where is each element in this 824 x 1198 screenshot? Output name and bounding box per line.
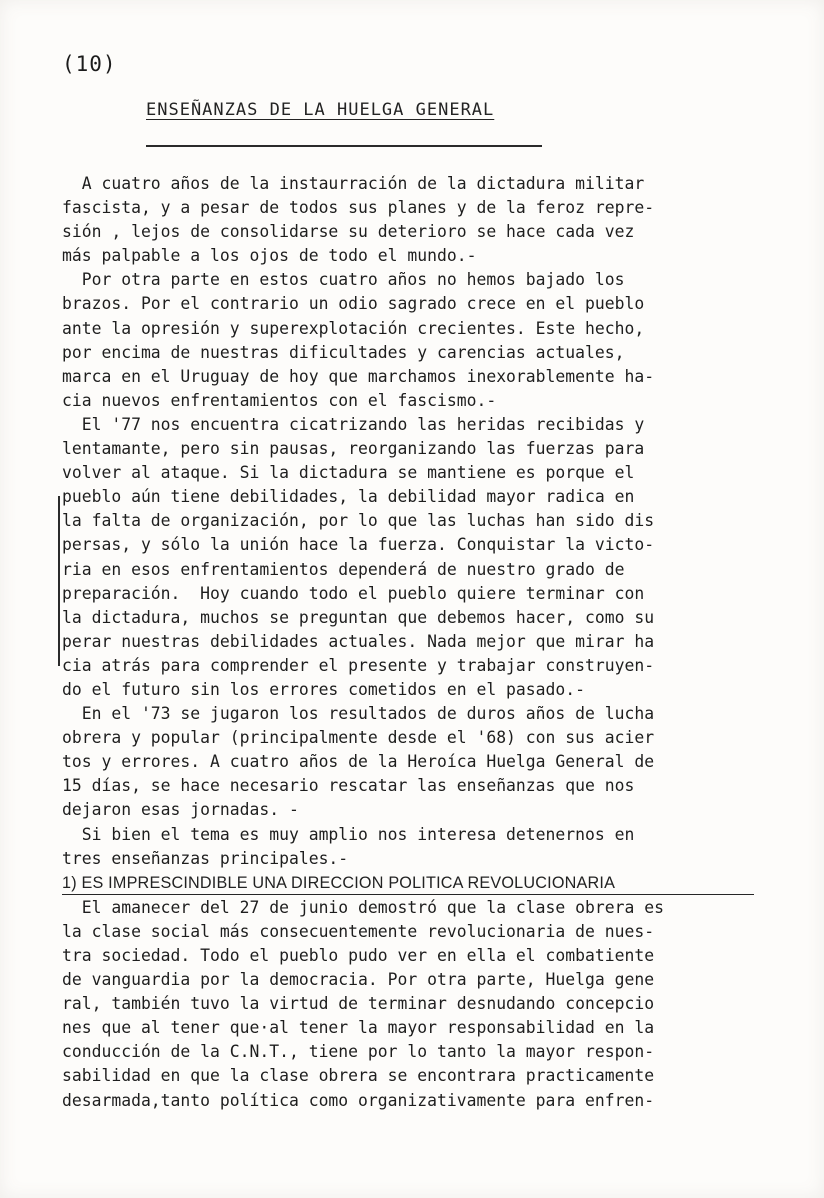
section-heading: 1) ES IMPRESCINDIBLE UNA DIRECCION POLITICA REVOLUCIONARIA — [62, 873, 616, 892]
body-line: persas, y sólo la unión hace la fuerza. Conquistar la victo- — [62, 535, 655, 555]
body-line: Si bien el tema es muy amplio nos interesa detenernos en — [62, 824, 635, 844]
body-line: brazos. Por el contrario un odio sagrado crece en el pueblo — [62, 294, 645, 314]
body-line: ante la opresión y superexplotación crecientes. Este hecho, — [62, 318, 645, 338]
body-line: la falta de organización, por lo que las luchas han sido dis — [62, 511, 655, 531]
page-number: (10) — [62, 52, 117, 76]
body-line: En el '73 se jugaron los resultados de duros años de lucha — [62, 704, 655, 724]
body-line: obrera y popular (principalmente desde el '68) con sus acier — [62, 728, 655, 748]
body-line: la dictadura, muchos se preguntan que debemos hacer, como su — [62, 607, 655, 627]
margin-mark — [58, 496, 60, 666]
body-line: dejaron esas jornadas. - — [62, 800, 299, 820]
body-line: do el futuro sin los errores cometidos en el pasado.- — [62, 679, 586, 699]
body-line: volver al ataque. Si la dictadura se mantiene es porque el — [62, 463, 635, 483]
body-line: tos y errores. A cuatro años de la Heroíca Huelga General de — [62, 752, 655, 772]
body-line: tres enseñanzas principales.- — [62, 848, 349, 868]
body-line: 15 días, se hace necesario rescatar las enseñanzas que nos — [62, 776, 635, 796]
body-line: ria en esos enfrentamientos dependerá de nuestro grado de — [62, 559, 625, 579]
body-line: cia nuevos enfrentamientos con el fascismo.- — [62, 390, 497, 410]
body-line: por encima de nuestras dificultades y carencias actuales, — [62, 342, 625, 362]
body-line: pueblo aún tiene debilidades, la debilidad mayor radica en — [62, 487, 635, 507]
body-text — [62, 172, 782, 1113]
body-line: El '77 nos encuentra cicatrizando las heridas recibidas y — [62, 414, 645, 434]
body-line: A cuatro años de la instaurración de la dictadura militar — [62, 174, 645, 193]
document-title: ENSEÑANZAS DE LA HUELGA GENERAL — [146, 100, 495, 120]
body-line: desarmada,tanto política como organizativamente para enfren- — [62, 1090, 655, 1110]
body-line: perar nuestras debilidades actuales. Nada mejor que mirar ha — [62, 631, 655, 651]
body-line: la clase social más consecuentemente revolucionaria de nues- — [62, 921, 655, 941]
body-line: fascista, y a pesar de todos sus planes y de la feroz repre- — [62, 198, 655, 218]
body-line: conducción de la C.N.T., tiene por lo tanto la mayor respon- — [62, 1042, 655, 1062]
body-line: Por otra parte en estos cuatro años no hemos bajado los — [62, 270, 625, 290]
body-line: sión , lejos de consolidarse su deterioro se hace cada vez — [62, 222, 635, 242]
title-rule — [146, 145, 542, 147]
body-line: preparación. Hoy cuando todo el pueblo quiere terminar con — [62, 583, 645, 603]
body-line: tra sociedad. Todo el pueblo pudo ver en ella el combatiente — [62, 946, 655, 965]
body-line: de vanguardia por la democracia. Por otra parte, Huelga gene — [62, 970, 655, 990]
body-line: El amanecer del 27 de junio demostró que la clase obrera es — [62, 897, 664, 917]
body-line: cia atrás para comprender el presente y trabajar construyen- — [62, 655, 655, 675]
body-line: más palpable a los ojos de todo el mundo.- — [62, 246, 477, 266]
body-line: ral, también tuvo la virtud de terminar desnudando concepcio — [62, 994, 655, 1014]
body-line: sabilidad en que la clase obrera se encontrara practicamente — [62, 1066, 655, 1086]
body-line: nes que al tener que·al tener la mayor responsabilidad en la — [62, 1018, 655, 1038]
body-line: marca en el Uruguay de hoy que marchamos inexorablemente ha- — [62, 366, 655, 386]
body-line: lentamante, pero sin pausas, reorganizando las fuerzas para — [62, 439, 645, 459]
